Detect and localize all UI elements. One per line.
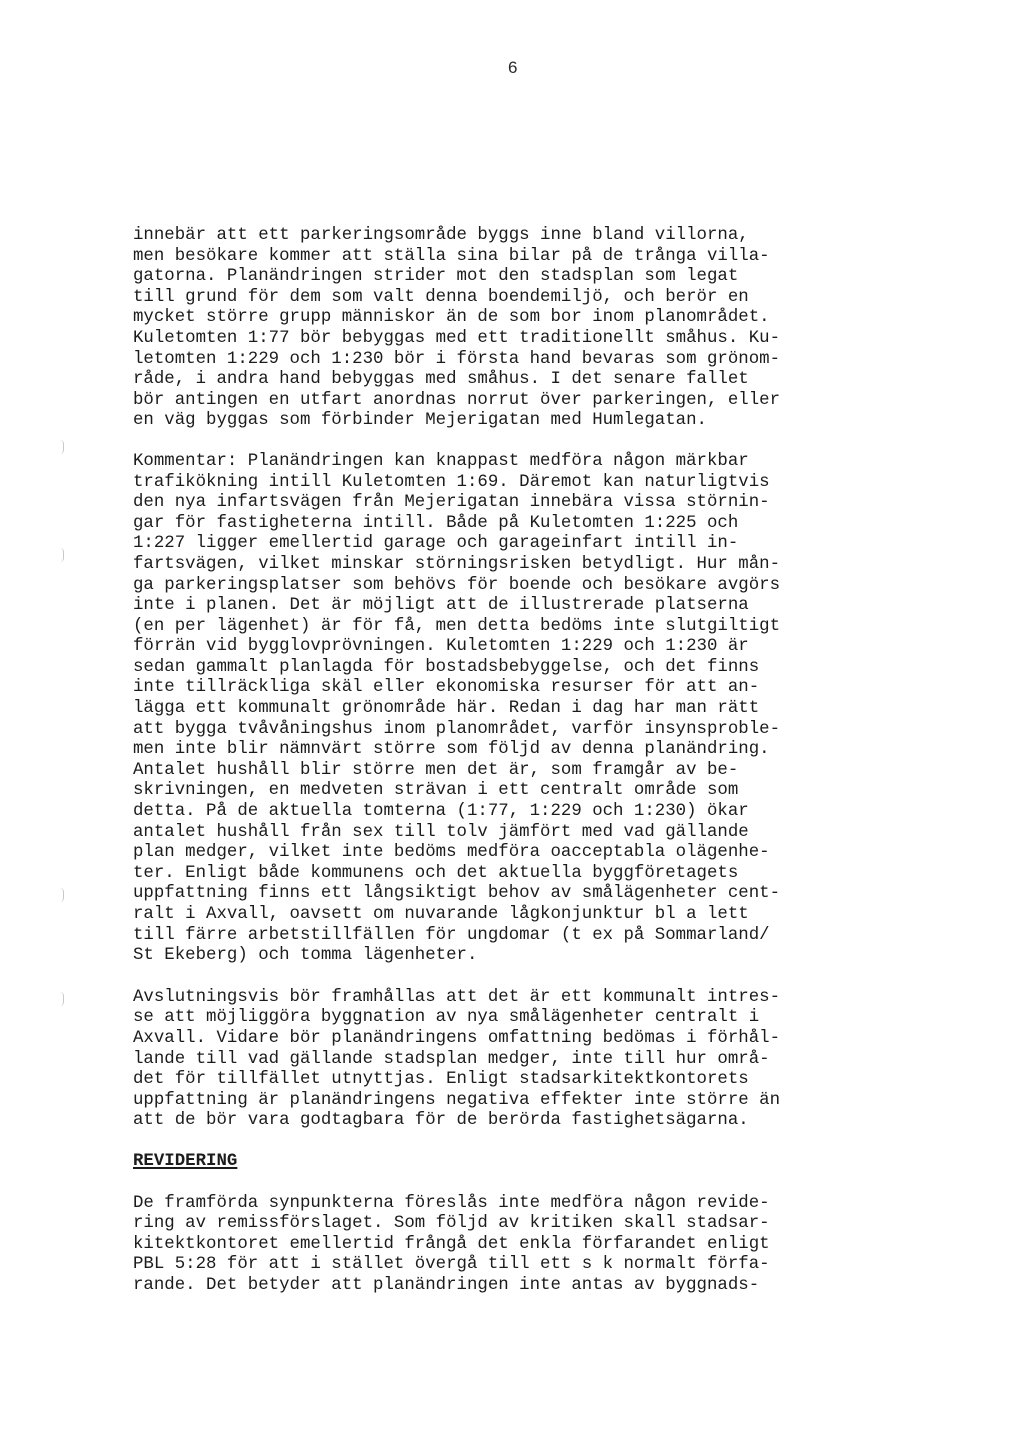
text-line: innebär att ett parkeringsområde byggs inne bland villorna, (133, 226, 749, 245)
section-heading: REVIDERING (133, 1151, 238, 1171)
margin-mark (60, 548, 64, 562)
paragraph-comment (133, 452, 923, 967)
text-line: råde, i andra hand bebyggas med småhus. I det senare fallet (133, 370, 749, 390)
paragraph-objection (133, 226, 923, 432)
text-line: kitektkontoret emellertid frångå det enkla förfarandet enligt (133, 1234, 770, 1254)
text-line: St Ekeberg) och tomma lägenheter. (133, 946, 478, 966)
text-line: gatorna. Planändringen strider mot den stadsplan som legat (133, 267, 739, 287)
text-line: det för tillfället utnyttjas. Enligt stadsarkitektkontorets (133, 1070, 749, 1090)
text-line: den nya infartsvägen från Mejerigatan innebära vissa störnin- (133, 493, 770, 513)
text-line: De framförda synpunkterna föreslås inte medföra någon revide- (133, 1193, 770, 1213)
page-number: 6 (508, 58, 518, 77)
text-line: att de bör vara godtagbara för de berörda fastighetsägarna. (133, 1111, 749, 1131)
text-line: till färre arbetstillfällen för ungdomar (t ex på Sommarland/ (133, 925, 770, 945)
text-line: Kuletomten 1:77 bör bebyggas med ett traditionellt småhus. Ku- (133, 328, 781, 348)
text-line: (en per lägenhet) är för få, men detta bedöms inte slutgiltigt (133, 616, 781, 636)
text-line: bör antingen en utfart anordnas norrut över parkeringen, eller (133, 390, 781, 410)
paragraph-revision (133, 1194, 923, 1297)
text-line: Axvall. Vidare bör planändringens omfattning bedömas i förhål- (133, 1028, 781, 1048)
text-line: PBL 5:28 för att i stället övergå till ett s k normalt förfa- (133, 1255, 770, 1275)
text-line: till grund för dem som valt denna boendemiljö, och berör en (133, 287, 749, 307)
text-line: skrivningen, en medveten strävan i ett centralt område som (133, 781, 739, 801)
text-line: inte tillräckliga skäl eller ekonomiska resurser för att an- (133, 678, 760, 698)
text-line: uppfattning är planändringens negativa effekter inte större än (133, 1090, 781, 1110)
text-line: sedan gammalt planlagda för bostadsbebyggelse, och det finns (133, 657, 760, 677)
text-line: ralt i Axvall, oavsett om nuvarande lågkonjunktur bl a lett (133, 905, 749, 924)
text-line: lägga ett kommunalt grönområde här. Redan i dag har man rätt (133, 699, 760, 719)
text-line: ter. Enligt både kommunens och det aktuella byggföretagets (133, 863, 739, 883)
text-line: att bygga tvåvåningshus inom planområdet, varför insynsproble- (133, 719, 781, 739)
text-line: 1:227 ligger emellertid garage och garageinfart intill in- (133, 534, 739, 554)
section-heading-wrap (133, 1152, 923, 1173)
paragraph-conclusion (133, 988, 923, 1132)
text-line: gar för fastigheterna intill. Både på Kuletomten 1:225 och (133, 513, 739, 533)
text-line: letomten 1:229 och 1:230 bör i första hand bevaras som grönom- (133, 349, 781, 369)
margin-mark (60, 440, 64, 454)
text-line: rande. Det betyder att planändringen inte antas av byggnads- (133, 1275, 760, 1295)
text-line: plan medger, vilket inte bedöms medföra oacceptabla olägenhe- (133, 843, 770, 863)
text-line: ga parkeringsplatser som behövs för boende och besökare avgörs (133, 575, 781, 595)
text-line: men inte blir nämnvärt större som följd av denna planändring. (133, 740, 770, 760)
text-line: uppfattning finns ett långsiktigt behov av smålägenheter cent- (133, 884, 781, 904)
text-line: Kommentar: Planändringen kan knappast medföra någon märkbar (133, 451, 749, 471)
text-line: förrän vid bygglovprövningen. Kuletomten 1:229 och 1:230 är (133, 637, 749, 657)
text-line: antalet hushåll från sex till tolv jämfört med vad gällande (133, 822, 749, 842)
margin-mark (60, 888, 64, 902)
text-line: men besökare kommer att ställa sina bilar på de trånga villa- (133, 246, 770, 266)
text-line: se att möjliggöra byggnation av nya smålägenheter centralt i (133, 1008, 760, 1028)
text-line: trafikökning intill Kuletomten 1:69. Däremot kan naturligtvis (133, 472, 770, 492)
text-line: lande till vad gällande stadsplan medger, inte till hur områ- (133, 1049, 770, 1069)
text-line: detta. På de aktuella tomterna (1:77, 1:229 och 1:230) ökar (133, 802, 749, 822)
text-line: en väg byggas som förbinder Mejerigatan med Humlegatan. (133, 411, 707, 431)
text-line: inte i planen. Det är möjligt att de illustrerade platserna (133, 596, 749, 616)
text-line: mycket större grupp människor än de som bor inom planområdet. (133, 308, 770, 328)
text-line: ring av remissförslaget. Som följd av kritiken skall stadsar- (133, 1214, 770, 1234)
text-line: Avslutningsvis bör framhållas att det är ett kommunalt intres- (133, 987, 781, 1007)
body-text (133, 226, 923, 1297)
text-line: fartsvägen, vilket minskar störningsrisken betydligt. Hur mån- (133, 554, 781, 574)
margin-mark (60, 992, 64, 1006)
text-line: Antalet hushåll blir större men det är, som framgår av be- (133, 760, 739, 780)
